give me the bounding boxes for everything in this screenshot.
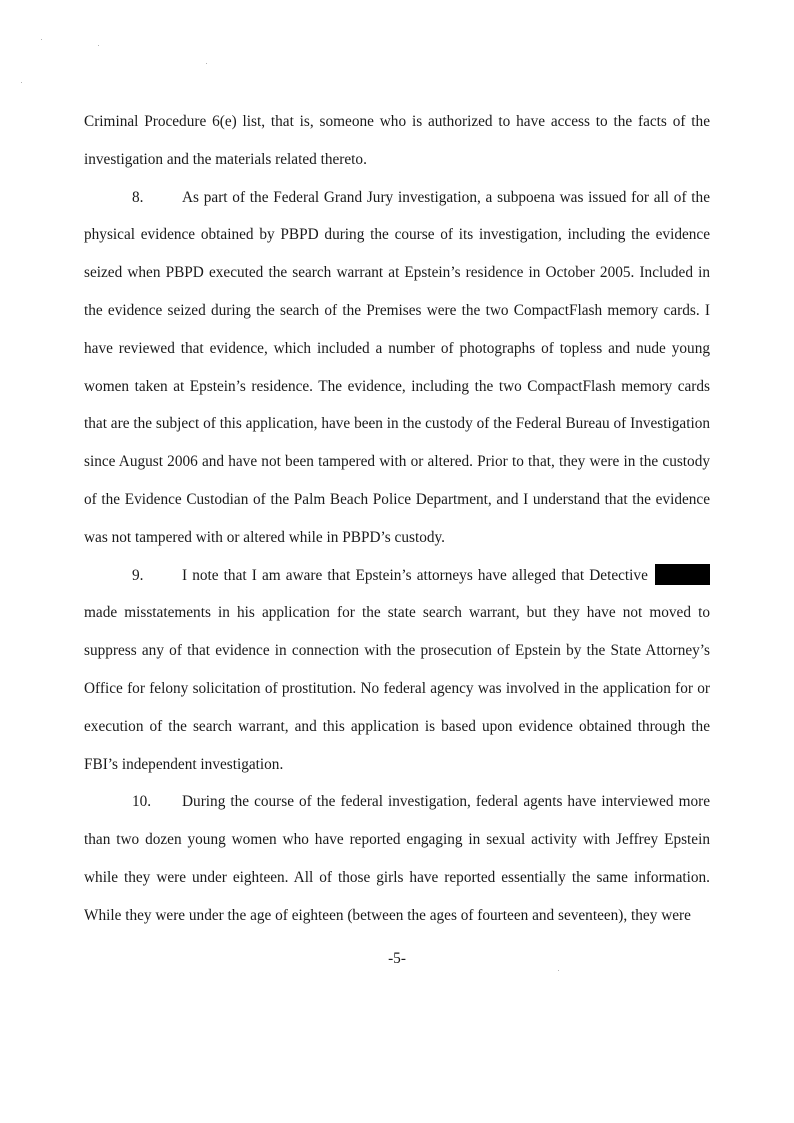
paragraph-9 — [84, 557, 710, 784]
paragraph-number: 8. — [132, 188, 144, 206]
scan-speck — [41, 39, 42, 40]
redaction-box — [655, 564, 710, 585]
continued-paragraph — [84, 103, 710, 179]
scan-speck — [558, 970, 559, 971]
continued-text: Criminal Procedure 6(e) list, that is, someone who is authorized to have access to the facts of the investigation and the materials related thereto. — [84, 113, 710, 168]
scan-speck — [21, 82, 22, 83]
page-number: -5- — [388, 950, 406, 967]
paragraph-text-after-redaction: made misstatements in his application for the state search warrant, but they have not moved to suppress any of that evidence in connection with the prosecution of Epstein by the State Attorney’s Office for felony solicitation of prostitution. No federal agency was involved in the application for or execution of the search warrant, and this application is based upon evidence obtained through the FBI’s independent investigation. — [84, 604, 710, 773]
body-text — [84, 103, 710, 935]
paragraph-10 — [84, 783, 710, 934]
paragraph-text: As part of the Federal Grand Jury investigation, a subpoena was issued for all of the physical evidence obtained by PBPD during the course of its investigation, including the evidence seized when PBPD executed the search warrant at Epstein’s residence in October 2005. Included in the evidence seized during the search of the Premises were the two CompactFlash memory cards. I have reviewed that evidence, which included a number of photographs of topless and nude young women taken at Epstein’s residence. The evidence, including the two CompactFlash memory cards that are the subject of this application, have been in the custody of the Federal Bureau of Investigation since August 2006 and have not been tampered with or altered. Prior to that, they were in the custody of the Evidence Custodian of the Palm Beach Police Department, and I understand that the evidence was not tampered with or altered while in PBPD’s custody. — [84, 188, 710, 546]
scan-speck — [206, 63, 207, 64]
paragraph-number: 9. — [132, 566, 144, 584]
paragraph-text-before-redaction: I note that I am aware that Epstein’s attorneys have alleged that Detective — [182, 566, 648, 584]
paragraph-8 — [84, 179, 710, 557]
paragraph-number: 10. — [132, 793, 152, 811]
paragraph-text: During the course of the federal investigation, federal agents have interviewed more than two dozen young women who have reported engaging in sexual activity with Jeffrey Epstein while they were under eighteen. All of those girls have reported essentially the same information. While they were under the age of eighteen (between the ages of fourteen and seventeen), they were — [84, 793, 710, 924]
scan-speck — [98, 45, 99, 46]
